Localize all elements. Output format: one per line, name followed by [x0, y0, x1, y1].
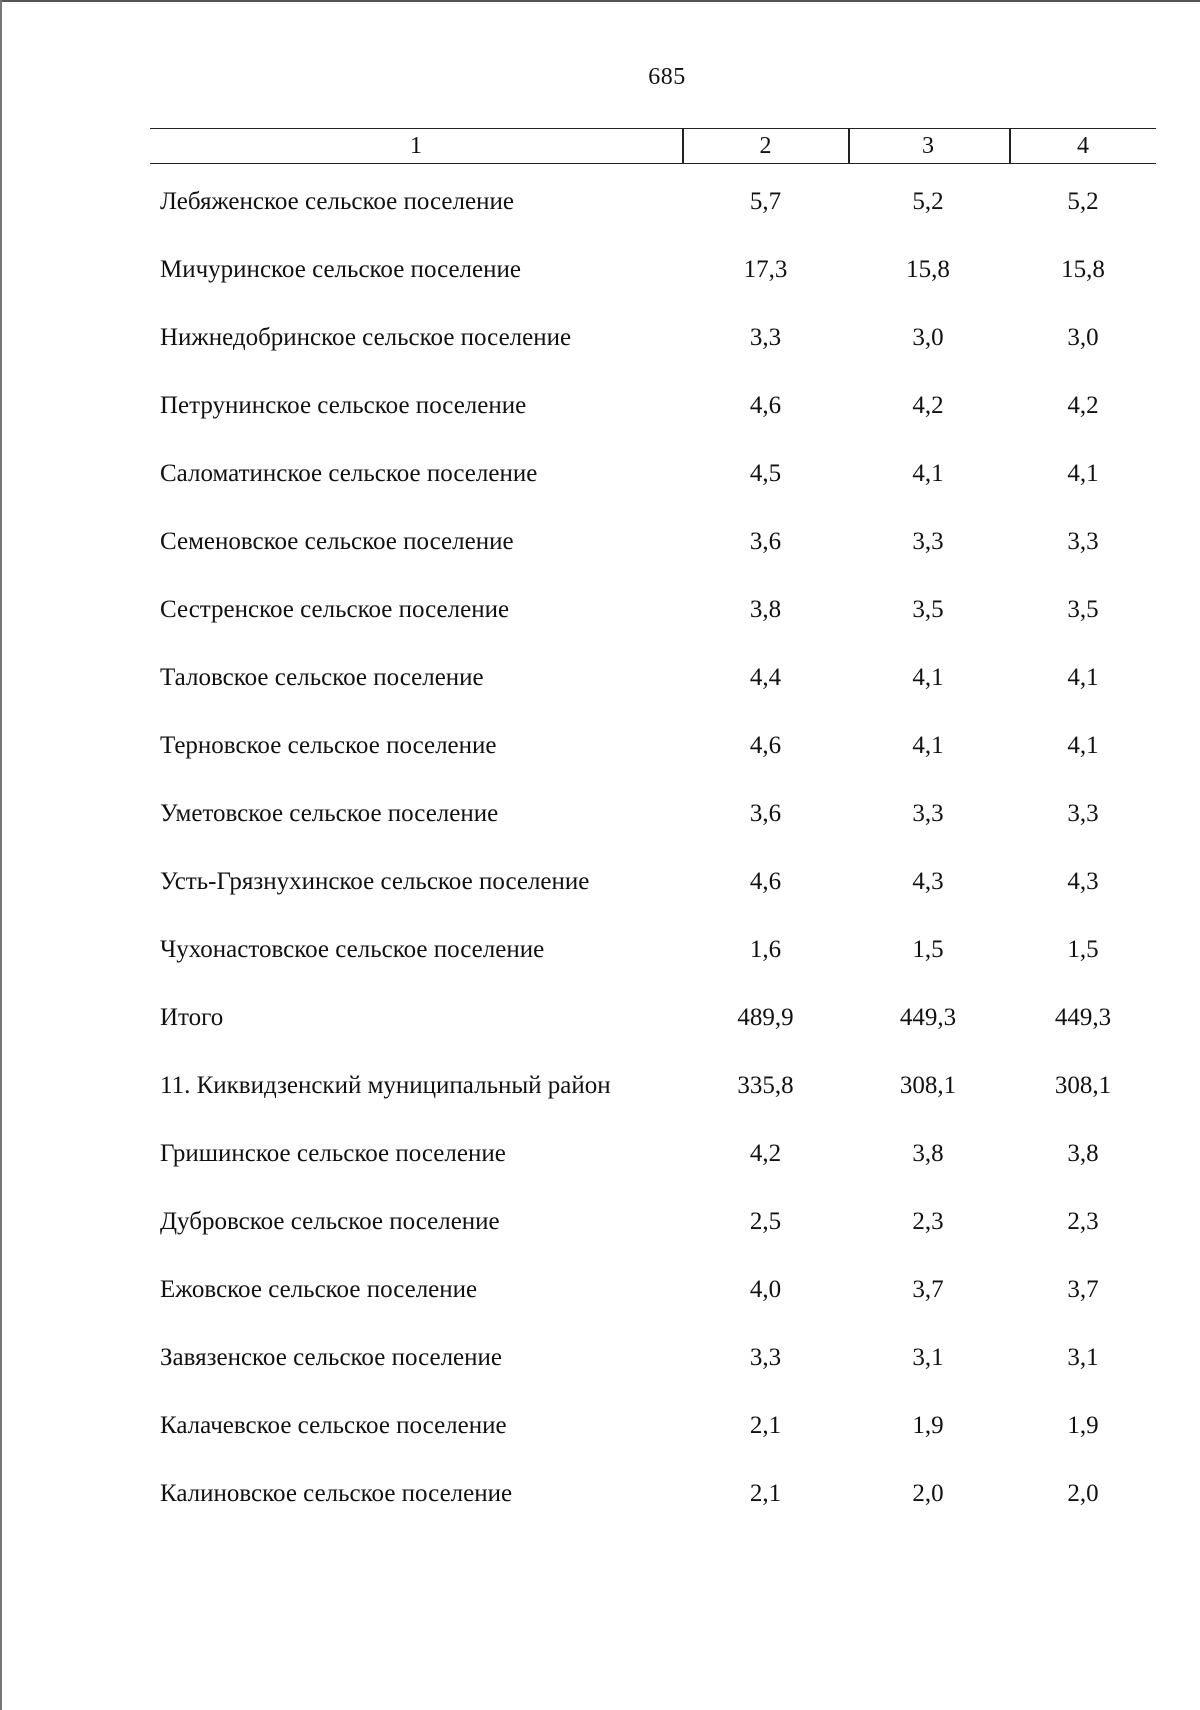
row-name: Калачевское сельское поселение	[160, 1412, 507, 1439]
row-value-c2: 4,2	[749, 1140, 782, 1167]
table-row	[150, 1048, 1156, 1116]
row-value-c4: 4,2	[1067, 392, 1099, 419]
row-value-c2: 2,1	[749, 1480, 782, 1507]
header-col-1: 1	[410, 133, 422, 159]
header-col-4: 4	[1077, 133, 1089, 159]
row-value-c2: 5,7	[749, 188, 782, 215]
header-col-3: 3	[922, 133, 934, 159]
row-value-c2: 4,6	[749, 868, 782, 895]
row-value-c4: 4,1	[1067, 732, 1099, 759]
row-value-c4: 449,3	[1054, 1004, 1112, 1031]
row-name: Мичуринское сельское поселение	[160, 256, 521, 283]
row-value-c4: 15,8	[1061, 256, 1105, 283]
table-row	[150, 1116, 1156, 1184]
row-name: Усть-Грязнухинское сельское поселение	[160, 868, 590, 895]
row-value-c2: 4,6	[749, 732, 782, 759]
table-header	[150, 128, 1156, 164]
row-value-c4: 4,3	[1067, 868, 1099, 895]
row-value-c4: 3,8	[1067, 1140, 1099, 1167]
row-name: Гришинское сельское поселение	[160, 1140, 506, 1167]
row-name: Итого	[160, 1004, 224, 1031]
row-value-c4: 3,1	[1067, 1344, 1099, 1371]
row-value-c3: 3,3	[912, 528, 944, 555]
row-value-c3: 449,3	[899, 1004, 957, 1031]
row-value-c2: 2,5	[749, 1208, 782, 1235]
row-value-c3: 3,3	[912, 800, 944, 827]
row-value-c2: 489,9	[737, 1004, 794, 1031]
table-row	[150, 1184, 1156, 1252]
row-name: Уметовское сельское поселение	[160, 800, 499, 827]
row-value-c2: 3,8	[749, 596, 782, 623]
row-name: Петрунинское сельское поселение	[160, 392, 527, 419]
table-row	[150, 708, 1156, 776]
table-row	[150, 980, 1156, 1048]
row-value-c3: 1,5	[912, 936, 944, 963]
row-value-c4: 2,0	[1067, 1480, 1099, 1507]
table-row	[150, 912, 1156, 980]
row-name: Сестренское сельское поселение	[160, 596, 510, 623]
row-value-c2: 4,6	[749, 392, 782, 419]
row-name: Саломатинское сельское поселение	[160, 460, 538, 487]
page-left-edge	[0, 0, 2, 1710]
row-value-c3: 3,7	[912, 1276, 944, 1303]
row-value-c2: 4,4	[749, 664, 782, 691]
row-value-c3: 3,0	[912, 324, 944, 351]
row-value-c2: 17,3	[743, 256, 788, 283]
table-row	[150, 640, 1156, 708]
row-name: Таловское сельское поселение	[160, 664, 484, 691]
row-value-c4: 4,1	[1067, 664, 1099, 691]
row-value-c4: 1,5	[1067, 936, 1099, 963]
row-value-c2: 1,6	[749, 936, 782, 963]
table-row	[150, 572, 1156, 640]
row-value-c2: 2,1	[749, 1412, 782, 1439]
data-table	[150, 128, 1156, 1524]
row-name: Дубровское сельское поселение	[160, 1208, 500, 1235]
row-value-c2: 3,6	[749, 800, 782, 827]
row-value-c2: 3,3	[749, 324, 782, 351]
row-value-c3: 1,9	[912, 1412, 944, 1439]
table-row	[150, 436, 1156, 504]
row-name: Завязенское сельское поселение	[160, 1344, 502, 1371]
row-value-c3: 4,2	[912, 392, 944, 419]
row-name: Чухонастовское сельское поселение	[160, 936, 545, 963]
row-value-c4: 3,5	[1067, 596, 1099, 623]
row-value-c3: 5,2	[912, 188, 944, 215]
row-name: 11. Киквидзенский муниципальный район	[160, 1072, 611, 1099]
row-name: Лебяженское сельское поселение	[160, 188, 514, 215]
row-value-c3: 3,1	[912, 1344, 944, 1371]
row-value-c2: 3,3	[749, 1344, 782, 1371]
row-name: Нижнедобринское сельское поселение	[160, 324, 572, 351]
row-value-c3: 3,8	[912, 1140, 944, 1167]
row-value-c2: 335,8	[737, 1072, 794, 1099]
row-value-c3: 3,5	[912, 596, 944, 623]
table-row	[150, 776, 1156, 844]
row-value-c4: 308,1	[1054, 1072, 1112, 1099]
row-value-c3: 4,1	[912, 460, 944, 487]
row-value-c4: 3,0	[1067, 324, 1099, 351]
row-value-c4: 3,7	[1067, 1276, 1099, 1303]
row-name: Ежовское сельское поселение	[160, 1276, 478, 1303]
row-name: Семеновское сельское поселение	[160, 528, 514, 555]
table-row	[150, 368, 1156, 436]
table-row	[150, 164, 1156, 232]
row-value-c4: 3,3	[1067, 800, 1099, 827]
row-value-c3: 2,3	[912, 1208, 944, 1235]
row-value-c3: 308,1	[899, 1072, 957, 1099]
row-value-c4: 4,1	[1067, 460, 1099, 487]
row-value-c3: 15,8	[906, 256, 950, 283]
row-value-c4: 5,2	[1067, 188, 1099, 215]
table-row	[150, 1320, 1156, 1388]
table-body	[150, 164, 1156, 1524]
row-value-c2: 4,5	[749, 460, 782, 487]
row-name: Терновское сельское поселение	[160, 732, 497, 759]
table-row	[150, 1252, 1156, 1320]
row-value-c2: 3,6	[749, 528, 782, 555]
table-row	[150, 300, 1156, 368]
row-value-c4: 1,9	[1067, 1412, 1099, 1439]
table-row	[150, 1388, 1156, 1456]
page-top-edge	[0, 0, 1200, 2]
row-value-c2: 4,0	[749, 1276, 782, 1303]
row-value-c3: 4,1	[912, 664, 944, 691]
row-value-c3: 4,1	[912, 732, 944, 759]
row-value-c3: 4,3	[912, 868, 944, 895]
header-col-2: 2	[759, 133, 772, 159]
table-row	[150, 232, 1156, 300]
row-value-c4: 3,3	[1067, 528, 1099, 555]
table-row	[150, 504, 1156, 572]
table-row	[150, 1456, 1156, 1524]
table-row	[150, 844, 1156, 912]
row-value-c4: 2,3	[1067, 1208, 1099, 1235]
row-value-c3: 2,0	[912, 1480, 944, 1507]
row-name: Калиновское сельское поселение	[160, 1480, 513, 1507]
page-number: 685	[648, 64, 686, 90]
